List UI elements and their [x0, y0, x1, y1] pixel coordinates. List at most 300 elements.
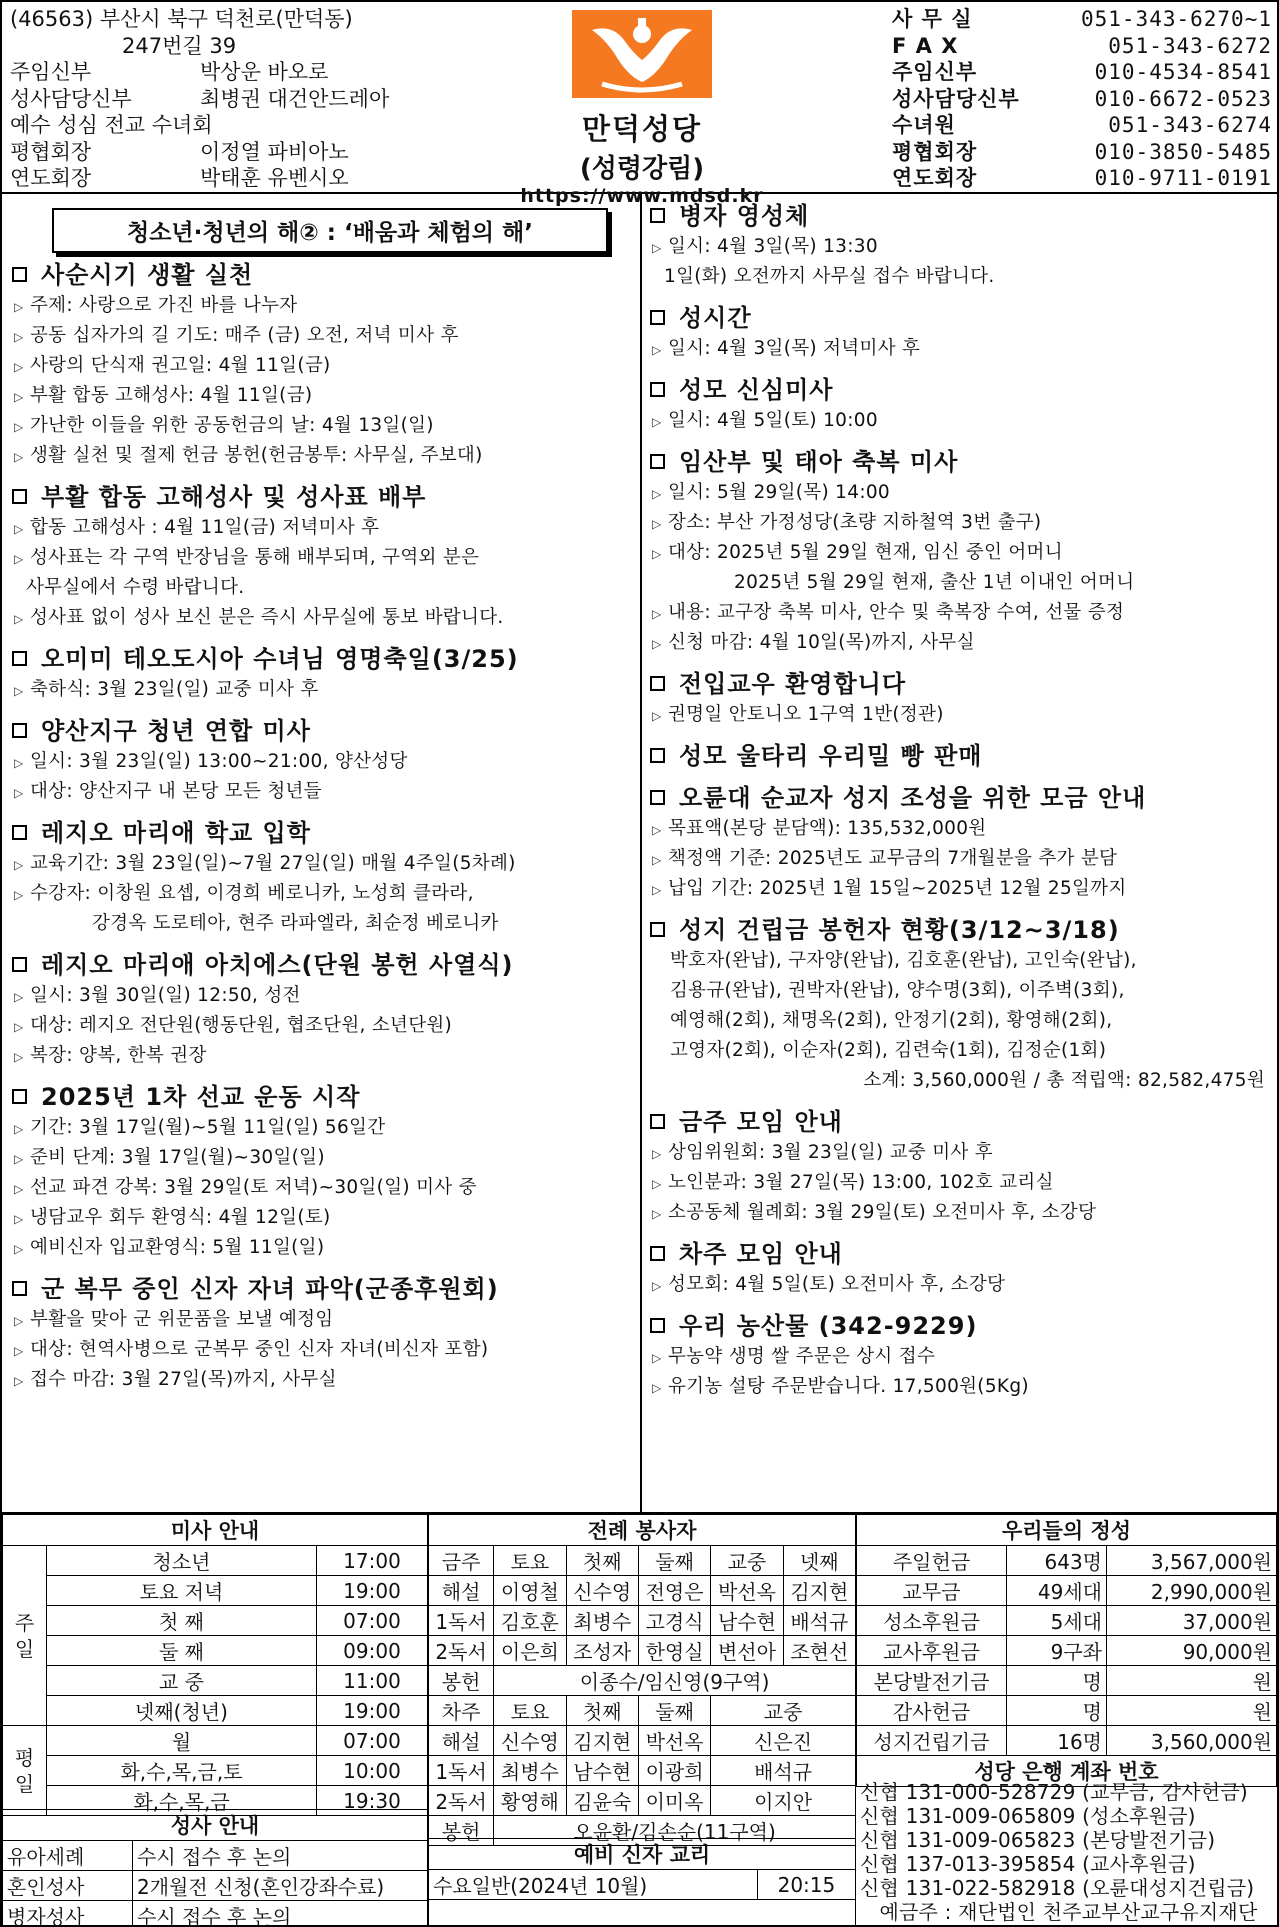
notice-title — [650, 302, 1271, 334]
notice-item — [12, 573, 632, 603]
notice-item — [650, 262, 1271, 292]
liturgy-server-name: 이영철 — [494, 1576, 566, 1606]
liturgy-row — [429, 1636, 856, 1666]
notice-title-text: 군 복무 중인 신자 자녀 파악(군종후원회) — [41, 1275, 499, 1303]
staff-row — [10, 59, 530, 86]
liturgy-server-name: 최병수 — [494, 1756, 566, 1786]
liturgy-server-name: 이광희 — [638, 1756, 710, 1786]
liturgy-head-cell: 교중 — [711, 1546, 783, 1576]
notice-title — [650, 1310, 1271, 1342]
parish-subtitle: (성령강림) — [579, 154, 705, 184]
liturgy-head-cell: 금주 — [429, 1546, 494, 1576]
offering-amount: 37,000원 — [1107, 1606, 1277, 1636]
bulletin-header — [2, 2, 1277, 207]
notice-section — [12, 1273, 632, 1395]
notice-section — [650, 374, 1271, 436]
triangle-bullet-icon: ▷ — [652, 637, 662, 651]
liturgy-title: 전례 봉사자 — [429, 1515, 856, 1546]
triangle-bullet-icon: ▷ — [14, 1314, 24, 1328]
notice-item — [650, 628, 1271, 658]
notice-title — [650, 914, 1271, 946]
catechism-empty-row — [429, 1900, 856, 1927]
notice-item-text: 소계: 3,560,000원 / 총 적립액: 82,582,475원 — [863, 1070, 1265, 1091]
notice-title-text: 오미미 테오도시아 수녀님 영명축일(3/25) — [41, 645, 519, 673]
liturgy-role: 봉헌 — [429, 1816, 494, 1846]
liturgy-server-name: 배석규 — [711, 1756, 856, 1786]
contact-label: 수녀원 — [892, 113, 956, 137]
bank-account-line: 신협 131-000-528729 (교무금, 감사헌금) — [860, 1780, 1248, 1804]
checkbox-square-icon — [650, 790, 665, 805]
checkbox-square-icon — [12, 651, 27, 666]
sacrament-table — [2, 1809, 428, 1927]
staff-row — [10, 112, 530, 139]
staff-row — [10, 86, 530, 113]
notice-item — [650, 568, 1271, 598]
year-theme-banner: 청소년·청년의 해② : ‘배움과 체험의 해’ — [52, 208, 608, 253]
mass-time: 19:00 — [317, 1696, 428, 1726]
notice-item-text: 장소: 부산 가정성당(초량 지하철역 3번 출구) — [668, 512, 1042, 533]
notice-item-text: 예비신자 입교환영식: 5월 11일(일) — [30, 1237, 325, 1258]
notice-item — [650, 1198, 1271, 1228]
sunday-label: 주일 — [3, 1546, 47, 1726]
notice-title-text: 레지오 마리애 학교 입학 — [41, 819, 311, 847]
notice-item — [650, 598, 1271, 628]
mass-row — [3, 1606, 428, 1636]
liturgy-row — [429, 1786, 856, 1816]
liturgy-row — [429, 1576, 856, 1606]
notice-item-text: 예영해(2회), 채명옥(2회), 안정기(2회), 황영해(2회), — [670, 1010, 1113, 1031]
staff-name: 박상운 바오로 — [200, 60, 329, 84]
notice-item-text: 강경옥 도로테아, 현주 라파엘라, 최순정 베로니카 — [92, 913, 499, 934]
notice-title-text: 전입교우 환영합니다 — [679, 670, 907, 698]
sacrament-row — [3, 1901, 428, 1927]
triangle-bullet-icon: ▷ — [14, 390, 24, 404]
offering-amount: 90,000원 — [1107, 1636, 1277, 1666]
mass-time: 19:00 — [317, 1576, 428, 1606]
checkbox-square-icon — [650, 382, 665, 397]
notice-title-text: 성모 울타리 우리밀 빵 판매 — [679, 742, 983, 770]
checkbox-square-icon — [12, 489, 27, 504]
checkbox-square-icon — [12, 1089, 27, 1104]
notice-item-text: 일시: 5월 29일(목) 14:00 — [668, 482, 890, 503]
notice-item — [12, 381, 632, 411]
checkbox-square-icon — [650, 748, 665, 763]
notice-title — [650, 374, 1271, 406]
notice-item-text: 사무실에서 수령 바랍니다. — [26, 577, 245, 598]
notice-title-text: 사순시기 생활 실천 — [41, 261, 254, 289]
contact-label: 사 무 실 — [892, 7, 973, 31]
notice-item-text: 성사표는 각 구역 반장님을 통해 배부되며, 구역외 분은 — [30, 547, 480, 568]
notice-item — [12, 1233, 632, 1263]
mass-time: 19:30 — [317, 1786, 428, 1816]
parish-website-link[interactable]: https://www.mdsd.kr — [520, 185, 764, 207]
notice-section — [650, 782, 1271, 904]
notice-item — [12, 1173, 632, 1203]
sacrament-note: 수시 접수 후 논의 — [133, 1901, 428, 1927]
liturgy-server-name: 박선옥 — [711, 1576, 783, 1606]
parish-info-left — [10, 6, 530, 192]
liturgy-head-cell: 첫째 — [566, 1546, 638, 1576]
triangle-bullet-icon: ▷ — [14, 450, 24, 464]
catechism-class: 수요일반(2024년 10월) — [429, 1870, 758, 1900]
notice-item — [650, 508, 1271, 538]
notice-item — [12, 411, 632, 441]
liturgy-role: 1독서 — [429, 1606, 494, 1636]
phone-number: 010-9711-0191 — [1094, 166, 1272, 190]
staff-name: 이정열 파비아노 — [200, 139, 349, 164]
contact-numbers — [892, 6, 1272, 192]
liturgy-head-cell: 교중 — [711, 1696, 856, 1726]
notice-section — [650, 1106, 1271, 1228]
triangle-bullet-icon: ▷ — [652, 415, 662, 429]
notice-item — [650, 1372, 1271, 1402]
triangle-bullet-icon: ▷ — [14, 1212, 24, 1226]
staff-role: 주임신부 — [10, 60, 92, 84]
notice-item — [650, 1066, 1271, 1096]
notice-item-text: 무농약 생명 쌀 주문은 상시 접수 — [668, 1346, 936, 1367]
offering-amount: 3,560,000원 — [1107, 1726, 1277, 1756]
notice-item-text: 소공동체 월례회: 3월 29일(토) 오전미사 후, 소강당 — [668, 1202, 1097, 1223]
phone-number: 010-3850-5485 — [1094, 139, 1272, 164]
checkbox-square-icon — [12, 825, 27, 840]
triangle-bullet-icon: ▷ — [14, 1122, 24, 1136]
liturgy-server-name: 신수영 — [494, 1726, 566, 1756]
mass-row — [3, 1636, 428, 1666]
notice-title — [650, 446, 1271, 478]
notice-item-text: 유기농 설탕 주문받습니다. 17,500원(5Kg) — [668, 1376, 1029, 1397]
notice-title — [12, 715, 632, 747]
notice-item-text: 신청 마감: 4월 10일(목)까지, 사무실 — [668, 632, 975, 653]
notice-item-text: 1일(화) 오전까지 사무실 접수 바랍니다. — [664, 266, 995, 287]
notice-item-text: 2025년 5월 29일 현재, 출산 1년 이내인 어머니 — [734, 572, 1135, 593]
triangle-bullet-icon: ▷ — [652, 1381, 662, 1395]
liturgy-server-name: 최병수 — [566, 1606, 638, 1636]
offering-amount: 2,990,000원 — [1107, 1576, 1277, 1606]
notice-item-text: 납입 기간: 2025년 1월 15일~2025년 12월 25일까지 — [668, 878, 1127, 899]
notice-item — [650, 700, 1271, 730]
notice-item-text: 축하식: 3월 23일(일) 교중 미사 후 — [30, 679, 319, 700]
sacrament-title: 성사 안내 — [3, 1810, 428, 1841]
contact-label: 평협회장 — [892, 139, 978, 164]
mass-name: 화,수,목,금,토 — [47, 1756, 317, 1786]
mass-name: 화,수,목,금 — [47, 1786, 317, 1816]
offering-count: 16명 — [1007, 1726, 1107, 1756]
offering-row — [857, 1696, 1277, 1726]
mass-row — [3, 1666, 428, 1696]
bank-account-line: 신협 131-009-065823 (본당발전기금) — [860, 1828, 1216, 1852]
liturgy-server-name: 한영실 — [638, 1636, 710, 1666]
notice-title — [12, 643, 632, 675]
notice-item — [12, 1041, 632, 1071]
notice-title — [12, 259, 632, 291]
liturgy-head-cell: 둘째 — [638, 1546, 710, 1576]
notice-item-text: 접수 마감: 3월 27일(목)까지, 사무실 — [30, 1369, 337, 1390]
notice-title-text: 오륜대 순교자 성지 조성을 위한 모금 안내 — [679, 784, 1147, 812]
checkbox-square-icon — [12, 723, 27, 738]
contact-row — [892, 86, 1272, 113]
notice-item — [650, 538, 1271, 568]
notice-title — [650, 1238, 1271, 1270]
notice-item-text: 준비 단계: 3월 17일(월)~30일(일) — [30, 1147, 325, 1168]
notice-title-text: 성시간 — [679, 304, 752, 332]
sacrament-row — [3, 1841, 428, 1871]
notice-item-text: 대상: 2025년 5월 29일 현재, 임신 중인 어머니 — [668, 542, 1063, 563]
notice-item-text: 가난한 이들을 위한 공동헌금의 날: 4월 13일(일) — [30, 415, 434, 436]
notice-title — [12, 1081, 632, 1113]
checkbox-square-icon — [650, 310, 665, 325]
triangle-bullet-icon: ▷ — [14, 1182, 24, 1196]
notice-section — [12, 1081, 632, 1263]
bulletin-content — [2, 194, 1277, 1514]
notice-title-text: 양산지구 청년 연합 미사 — [41, 717, 311, 745]
notice-item-text: 사랑의 단식재 권고일: 4월 11일(금) — [30, 355, 331, 376]
notice-item — [12, 513, 632, 543]
offering-row — [857, 1576, 1277, 1606]
liturgy-head-cell: 넷째 — [783, 1546, 855, 1576]
address-line-2: 247번길 39 — [122, 33, 237, 58]
staff-name: 최병권 대건안드레아 — [200, 86, 390, 111]
notice-item — [650, 232, 1271, 262]
mass-row — [3, 1756, 428, 1786]
notice-title — [12, 817, 632, 849]
parish-title-block — [507, 10, 777, 207]
contact-row — [892, 112, 1272, 139]
notice-section — [650, 668, 1271, 730]
triangle-bullet-icon: ▷ — [14, 756, 24, 770]
offering-type: 교사후원금 — [857, 1636, 1007, 1666]
triangle-bullet-icon: ▷ — [14, 1152, 24, 1166]
notice-section — [12, 817, 632, 939]
notice-item — [650, 814, 1271, 844]
offering-table — [856, 1514, 1277, 1787]
staff-role: 연도회장 — [10, 166, 92, 190]
mass-name: 넷째(청년) — [47, 1696, 317, 1726]
notice-item — [12, 675, 632, 705]
offering-amount: 원 — [1107, 1696, 1277, 1726]
notice-title — [12, 1273, 632, 1305]
triangle-bullet-icon: ▷ — [14, 1374, 24, 1388]
contact-row — [892, 165, 1272, 192]
triangle-bullet-icon: ▷ — [14, 1242, 24, 1256]
notice-item — [12, 909, 632, 939]
notice-item-text: 일시: 4월 3일(목) 저녁미사 후 — [668, 338, 921, 359]
notice-section — [12, 643, 632, 705]
liturgy-head-cell: 토요 — [494, 1546, 566, 1576]
triangle-bullet-icon: ▷ — [14, 300, 24, 314]
notice-item-text: 박호자(완납), 구자양(완납), 김호훈(완납), 고인숙(완납), — [670, 950, 1137, 971]
notice-title-text: 병자 영성체 — [679, 202, 810, 230]
mass-time: 10:00 — [317, 1756, 428, 1786]
notice-item-text: 노인분과: 3월 27일(목) 13:00, 102호 교리실 — [668, 1172, 1054, 1193]
notice-item-text: 기간: 3월 17일(월)~5월 11일(일) 56일간 — [30, 1117, 386, 1138]
contact-row — [892, 6, 1272, 33]
offering-count: 명 — [1007, 1696, 1107, 1726]
triangle-bullet-icon: ▷ — [652, 1351, 662, 1365]
checkbox-square-icon — [650, 454, 665, 469]
notice-item — [12, 777, 632, 807]
notice-item-text: 합동 고해성사 : 4월 11일(금) 저녁미사 후 — [30, 517, 380, 538]
triangle-bullet-icon: ▷ — [652, 1177, 662, 1191]
checkbox-square-icon — [650, 1114, 665, 1129]
notice-item-text: 공동 십자가의 길 기도: 매주 (금) 오전, 저녁 미사 후 — [30, 325, 459, 346]
contact-label: 연도회장 — [892, 166, 978, 190]
sacrament-name: 혼인성사 — [3, 1871, 133, 1901]
parish-logo-icon — [572, 10, 712, 98]
notice-title-text: 성모 신심미사 — [679, 376, 834, 404]
notice-item-text: 부활 합동 고해성사: 4월 11일(금) — [30, 385, 313, 406]
checkbox-square-icon — [650, 1318, 665, 1333]
notice-item — [650, 1168, 1271, 1198]
checkbox-square-icon — [12, 957, 27, 972]
mass-row — [3, 1726, 428, 1756]
checkbox-square-icon — [650, 922, 665, 937]
sacrament-note: 수시 접수 후 논의 — [133, 1841, 428, 1871]
notice-title-text: 성지 건립금 봉헌자 현황(3/12~3/18) — [679, 916, 1120, 944]
triangle-bullet-icon: ▷ — [14, 858, 24, 872]
catechism-title: 예비 신자 교리 — [429, 1839, 856, 1870]
triangle-bullet-icon: ▷ — [14, 1050, 24, 1064]
notice-item — [650, 844, 1271, 874]
triangle-bullet-icon: ▷ — [14, 522, 24, 536]
mass-name: 첫 째 — [47, 1606, 317, 1636]
liturgy-role: 1독서 — [429, 1756, 494, 1786]
notice-item — [650, 1036, 1271, 1066]
liturgy-server-name: 박선옥 — [638, 1726, 710, 1756]
sacrament-name: 병자성사 — [3, 1901, 133, 1927]
notice-section — [650, 914, 1271, 1096]
staff-role: 예수 성심 전교 수녀회 — [10, 113, 213, 137]
liturgy-server-name: 김지현 — [566, 1726, 638, 1756]
notice-item-text: 선교 파견 강복: 3월 29일(토 저녁)~30일(일) 미사 중 — [30, 1177, 477, 1198]
phone-number: 051-343-6272 — [1108, 33, 1272, 58]
bulletin-bottom — [2, 1514, 1277, 1927]
notice-item-text: 생활 실천 및 절제 헌금 봉헌(헌금봉투: 사무실, 주보대) — [30, 445, 483, 466]
mass-time: 17:00 — [317, 1546, 428, 1576]
notice-item — [650, 946, 1271, 976]
offering-amount: 원 — [1107, 1666, 1277, 1696]
mass-time: 09:00 — [317, 1636, 428, 1666]
triangle-bullet-icon: ▷ — [652, 853, 662, 867]
mass-row — [3, 1696, 428, 1726]
phone-number: 010-6672-0523 — [1094, 86, 1272, 111]
address-line-1: (46563) 부산시 북구 덕천로(만덕동) — [10, 7, 353, 31]
staff-role: 평협회장 — [10, 139, 92, 164]
liturgy-head-cell: 첫째 — [566, 1696, 638, 1726]
bank-accounts — [856, 1780, 1277, 1924]
notice-title — [12, 481, 632, 513]
offering-type: 교무금 — [857, 1576, 1007, 1606]
mass-row — [3, 1546, 428, 1576]
notice-item-text: 일시: 4월 3일(목) 13:30 — [668, 236, 878, 257]
notice-item-text: 고영자(2회), 이순자(2회), 김련숙(1회), 김정순(1회) — [670, 1040, 1107, 1061]
contact-label: 주임신부 — [892, 60, 978, 84]
phone-number: 010-4534-8541 — [1094, 60, 1272, 84]
triangle-bullet-icon: ▷ — [14, 684, 24, 698]
staff-row — [10, 139, 530, 166]
triangle-bullet-icon: ▷ — [14, 330, 24, 344]
liturgy-role: 해설 — [429, 1726, 494, 1756]
staff-row — [10, 165, 530, 192]
staff-name: 박태훈 유벤시오 — [200, 166, 349, 190]
notice-item — [12, 1305, 632, 1335]
notice-item-text: 책정액 기준: 2025년도 교무금의 7개월분을 추가 분담 — [668, 848, 1118, 869]
notice-item-text: 김용규(완납), 권박자(완납), 양수명(3회), 이주벽(3회), — [670, 980, 1125, 1001]
liturgy-server-name: 이미옥 — [638, 1786, 710, 1816]
notice-title-text: 레지오 마리애 아치에스(단원 봉헌 사열식) — [41, 951, 514, 979]
notice-title — [650, 668, 1271, 700]
triangle-bullet-icon: ▷ — [652, 1279, 662, 1293]
notice-section — [650, 200, 1271, 292]
liturgy-role: 해설 — [429, 1576, 494, 1606]
notice-item — [12, 1335, 632, 1365]
triangle-bullet-icon: ▷ — [652, 343, 662, 357]
mass-name: 토요 저녁 — [47, 1576, 317, 1606]
offering-type: 본당발전기금 — [857, 1666, 1007, 1696]
liturgy-role: 봉헌 — [429, 1666, 494, 1696]
notice-item-text: 수강자: 이창원 요셉, 이경희 베로니카, 노성희 클라라, — [30, 883, 474, 904]
mass-name: 교 중 — [47, 1666, 317, 1696]
catechism-table — [428, 1838, 856, 1927]
liturgy-header-row — [429, 1696, 856, 1726]
liturgy-server-name: 신은진 — [711, 1726, 856, 1756]
liturgy-head-cell: 토요 — [494, 1696, 566, 1726]
notice-item — [650, 1342, 1271, 1372]
offering-count: 5세대 — [1007, 1606, 1107, 1636]
liturgy-server-name: 신수영 — [566, 1576, 638, 1606]
notice-item — [12, 321, 632, 351]
notice-section — [12, 259, 632, 471]
notice-item — [12, 1011, 632, 1041]
triangle-bullet-icon: ▷ — [652, 607, 662, 621]
offering-type: 성지건립기금 — [857, 1726, 1007, 1756]
notice-section — [650, 302, 1271, 364]
notice-item-text: 권명일 안토니오 1구역 1반(정관) — [668, 704, 944, 725]
mass-name: 청소년 — [47, 1546, 317, 1576]
triangle-bullet-icon: ▷ — [652, 1207, 662, 1221]
checkbox-square-icon — [12, 1281, 27, 1296]
notice-title — [650, 200, 1271, 232]
catechism-time: 20:15 — [757, 1870, 855, 1900]
liturgy-row — [429, 1756, 856, 1786]
liturgy-row — [429, 1606, 856, 1636]
liturgy-server-name: 전영은 — [638, 1576, 710, 1606]
liturgy-server-name: 배석규 — [783, 1606, 855, 1636]
notice-item-text: 일시: 4월 5일(토) 10:00 — [668, 410, 878, 431]
notice-title-text: 금주 모임 안내 — [679, 1108, 843, 1136]
notice-item — [12, 849, 632, 879]
liturgy-server-name: 김호훈 — [494, 1606, 566, 1636]
notice-item — [650, 1270, 1271, 1300]
triangle-bullet-icon: ▷ — [14, 420, 24, 434]
notice-item — [12, 543, 632, 573]
notice-item — [12, 441, 632, 471]
offering-row — [857, 1726, 1277, 1756]
checkbox-square-icon — [650, 1246, 665, 1261]
liturgy-server-name: 김지현 — [783, 1576, 855, 1606]
triangle-bullet-icon: ▷ — [14, 888, 24, 902]
checkbox-square-icon — [12, 267, 27, 282]
liturgy-offering-row — [429, 1666, 856, 1696]
mass-time: 07:00 — [317, 1726, 428, 1756]
liturgy-server-name: 황영해 — [494, 1786, 566, 1816]
notice-item — [650, 1006, 1271, 1036]
liturgy-server-name: 김윤숙 — [566, 1786, 638, 1816]
notice-item-text: 대상: 양산지구 내 본당 모든 청년들 — [30, 781, 322, 802]
triangle-bullet-icon: ▷ — [652, 823, 662, 837]
liturgy-server-name: 조성자 — [566, 1636, 638, 1666]
sacrament-row — [3, 1871, 428, 1901]
triangle-bullet-icon: ▷ — [14, 1344, 24, 1358]
